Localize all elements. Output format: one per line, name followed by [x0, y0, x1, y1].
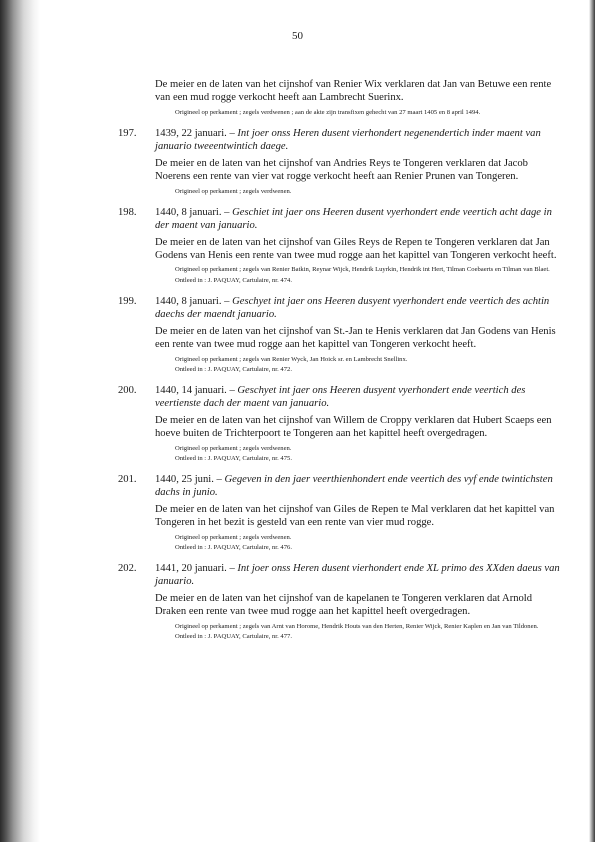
entry-heading [118, 127, 560, 154]
entry-number: 200. [118, 384, 137, 396]
entry-number: 201. [118, 473, 137, 485]
entry-text: De meier en de laten van het cijnshof van Giles de Repen te Mal verklaren dat het kapittel van Tongeren in het bezit is gesteld van een rente van vier mud rogge. [155, 503, 555, 529]
entry-197 [118, 127, 560, 196]
entry-date: 1440, 8 januari. [155, 206, 222, 218]
entry-heading [118, 473, 560, 500]
intro-entry [128, 78, 560, 117]
entry-text: De meier en de laten van het cijnshof van Willem de Croppy verklaren dat Hubert Scaeps een hoeve buiten de Trichterpoort te Tongeren aan het kapittel heeft overgedragen. [155, 414, 552, 440]
entry-text: De meier en de laten van het cijnshof van St.-Jan te Henis verklaren dat Jan Godens van Henis een rente van twee mud rogge aan het kapittel van Tongeren verkocht heeft. [155, 325, 556, 351]
intro-text: De meier en de laten van het cijnshof van Renier Wix verklaren dat Jan van Betuwe een rente van een mud rogge verkocht heeft aan Lambrecht Suerinx. [155, 79, 552, 104]
entry-date: 1440, 8 januari. [155, 295, 222, 307]
entry-title: Int joer onss Heren dusent vierhondert negenendertich inder maent van januario tweeentwintich daege. [155, 128, 541, 153]
entry-number: 198. [118, 206, 137, 218]
entry-title: Geschiet int jaer ons Heeren dusent vyerhondert ende veertich acht dage in der maent van januario. [155, 206, 552, 232]
entry-note: Origineel op perkament ; zegels van Arnt van Horome, Hendrik Houts van den Herten, Renier Wijck, Renier Kaplen en Jan van Tildonen. [175, 622, 539, 630]
entry-text: De meier en de laten van het cijnshof van de kapelanen te Tongeren verklaren dat Arnold Draken een rente van twee mud rogge aan het kapittel heeft overgedragen. [155, 592, 533, 618]
entry-date: 1440, 14 januari. [155, 384, 227, 396]
entry-dash: – [229, 562, 235, 574]
entry-note: Origineel op perkament ; zegels van Renier Wyck, Jan Hoick sr. en Lambrecht Snellinx. [175, 355, 408, 363]
entry-title: Geschyet int jaer ons Heeren dusyent vyerhondert ende veertich des achtin daechs der maendt januario. [155, 295, 550, 321]
entry-date: 1439, 22 januari. [155, 128, 227, 140]
entry-note: Origineel op perkament ; zegels verdwenen. [175, 444, 292, 452]
page-number: 50 [292, 30, 303, 42]
entry-title: Gegeven in den jaer veerthienhondert ende veertich des vyf ende twintichsten dachs in junio. [155, 473, 553, 499]
entry-heading [118, 384, 560, 411]
entry-heading [118, 295, 560, 322]
entry-dash: – [224, 295, 230, 307]
entry-note: Origineel op perkament ; zegels verdwenen. [175, 187, 292, 195]
entry-dash: – [229, 128, 235, 140]
entry-number: 199. [118, 295, 137, 307]
entry-number: 197. [118, 128, 137, 140]
entry-note: Origineel op perkament ; zegels van Renier Batkin, Reynar Wijck, Hendrik Luyrkin, Hendrik int Hert, Tilman Coebaerts en Tilman van Blaet. [175, 266, 550, 274]
entry-date: 1440, 25 juni. [155, 473, 214, 485]
page-edge-shadow [589, 0, 595, 842]
entry-198 [118, 206, 560, 285]
entry-dash: – [224, 206, 230, 218]
entry-text: De meier en de laten van het cijnshof van Giles Reys de Repen te Tongeren verklaren dat Jan Godens van Henis een rente van twee mud rogge aan het kapittel van Tongeren verkocht heeft. [155, 236, 557, 262]
entry-note: Ontleed in : J. PAQUAY, Cartulaire, nr. 474. [175, 276, 292, 284]
entry-note: Ontleed in : J. PAQUAY, Cartulaire, nr. 477. [175, 632, 292, 640]
entry-heading [118, 206, 560, 233]
book-binding-shadow [0, 0, 40, 842]
entry-heading [118, 562, 560, 589]
intro-note: Origineel op perkament ; zegels verdwenen ; aan de akte zijn transfixen gehecht van 27 maart 1405 en 8 april 1494. [175, 108, 481, 116]
document-body [118, 78, 560, 641]
entry-199 [118, 295, 560, 374]
entry-title: Int joer onss Heren dusent vierhondert ende XL primo des XXden daeus van januario. [155, 562, 560, 588]
entry-201 [118, 473, 560, 552]
entry-note: Ontleed in : J. PAQUAY, Cartulaire, nr. 476. [175, 543, 292, 551]
entry-note: Ontleed in : J. PAQUAY, Cartulaire, nr. 475. [175, 454, 292, 462]
entry-note: Ontleed in : J. PAQUAY, Cartulaire, nr. 472. [175, 365, 292, 373]
entry-dash: – [229, 384, 235, 396]
entry-202 [118, 562, 560, 641]
entry-title: Geschyet int jaer ons Heeren dusyent vyerhondert ende veertich des veertienste dach der maent van januario. [155, 384, 526, 410]
entry-text: De meier en de laten van het cijnshof van Andries Reys te Tongeren verklaren dat Jacob Noerens een rente van vier vat rogge verkocht heeft aan Renier Prunen van Tongeren. [155, 157, 528, 183]
entry-date: 1441, 20 januari. [155, 562, 227, 574]
entry-dash: – [216, 473, 222, 485]
entry-200 [118, 384, 560, 463]
entry-number: 202. [118, 562, 137, 574]
entry-note: Origineel op perkament ; zegels verdwenen. [175, 533, 292, 541]
